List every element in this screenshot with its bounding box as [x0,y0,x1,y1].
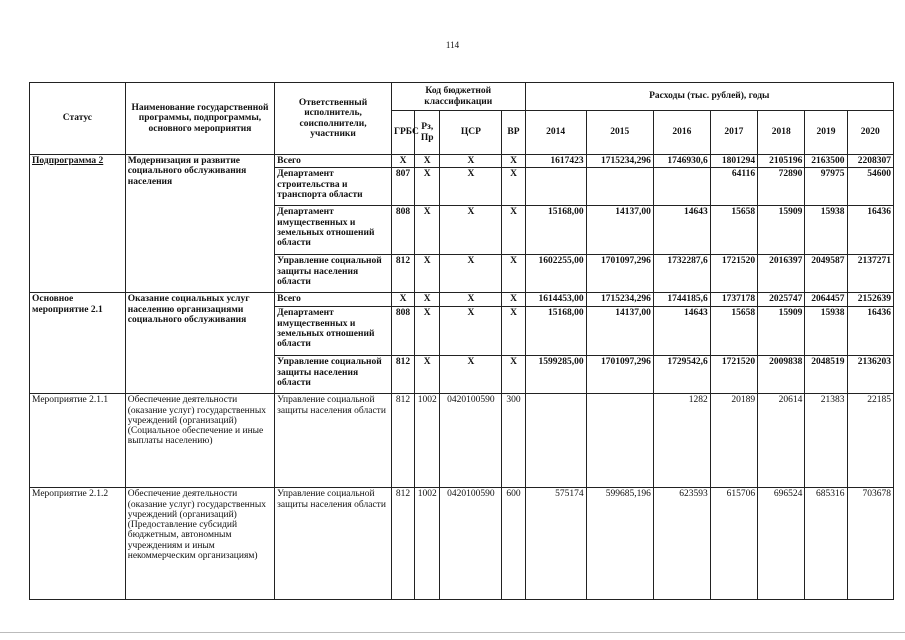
csr-cell: Х [440,255,502,293]
header-vr: ВР [502,111,525,155]
value-cell: 1602255,00 [525,255,586,293]
csr-cell: Х [440,155,502,168]
grbs-cell: 812 [391,488,414,600]
header-rzpr: Рз, Пр [415,111,440,155]
csr-cell: Х [440,356,502,394]
value-cell: 2025747 [758,293,805,307]
value-cell: 15658 [710,206,757,255]
value-cell: 2137271 [847,255,894,293]
value-cell: 615706 [710,488,757,600]
status-cell: Мероприятие 2.1.2 [30,488,126,600]
header-program-name: Наименование государственной программы, подпрограммы, основного мероприятия [125,83,274,155]
value-cell: 1737178 [710,293,757,307]
vr-cell: Х [502,155,525,168]
vr-cell: Х [502,307,525,356]
value-cell: 15909 [758,307,805,356]
program-name-cell: Обеспечение деятельности (оказание услуг) государственных учреждений (организаций) (Социальное обеспечение и иные выплаты населению) [125,394,274,488]
header-executor: Ответственный исполнитель, соисполнители, участники [275,83,392,155]
executor-cell: Управление социальной защиты населения области [275,488,392,600]
csr-cell: 0420100590 [440,488,502,600]
grbs-cell: Х [391,293,414,307]
vr-cell: Х [502,168,525,206]
value-cell: 22185 [847,394,894,488]
value-cell [586,168,653,206]
value-cell: 1617423 [525,155,586,168]
header-year: 2015 [586,111,653,155]
header-grbs: ГРБС [391,111,414,155]
grbs-cell: Х [391,155,414,168]
value-cell: 15658 [710,307,757,356]
value-cell: 15909 [758,206,805,255]
grbs-cell: 808 [391,206,414,255]
value-cell: 2016397 [758,255,805,293]
value-cell [525,168,586,206]
csr-cell: Х [440,168,502,206]
grbs-cell: 812 [391,255,414,293]
header-year: 2018 [758,111,805,155]
value-cell: 2048519 [805,356,847,394]
scan-edge-divider [0,632,905,633]
header-year: 2016 [653,111,710,155]
header-csr: ЦСР [440,111,502,155]
header-year: 2017 [710,111,757,155]
header-expenses: Расходы (тыс. рублей), годы [525,83,893,111]
value-cell: 15168,00 [525,206,586,255]
header-year: 2014 [525,111,586,155]
value-cell: 14643 [653,206,710,255]
value-cell: 2136203 [847,356,894,394]
value-cell: 1614453,00 [525,293,586,307]
grbs-cell: 812 [391,356,414,394]
value-cell: 696524 [758,488,805,600]
value-cell: 16436 [847,206,894,255]
rzpr-cell: Х [415,255,440,293]
executor-cell: Управление социальной защиты населения области [275,255,392,293]
value-cell: 2152639 [847,293,894,307]
value-cell: 20189 [710,394,757,488]
value-cell: 72890 [758,168,805,206]
value-cell: 575174 [525,488,586,600]
value-cell: 1701097,296 [586,356,653,394]
executor-cell: Департамент имущественных и земельных отношений области [275,206,392,255]
executor-cell: Управление социальной защиты населения области [275,394,392,488]
table-row [30,293,894,307]
table-row [30,488,894,600]
header-year: 2019 [805,111,847,155]
value-cell: 2208307 [847,155,894,168]
grbs-cell: 808 [391,307,414,356]
value-cell: 64116 [710,168,757,206]
value-cell: 623593 [653,488,710,600]
program-name-cell: Обеспечение деятельности (оказание услуг) государственных учреждений (организаций) (Предоставление субсидий бюджетным, автономным учреждениям и иным некоммерческим организациям) [125,488,274,600]
rzpr-cell: Х [415,206,440,255]
value-cell: 1721520 [710,356,757,394]
status-cell: Основное мероприятие 2.1 [30,293,126,394]
value-cell: 16436 [847,307,894,356]
rzpr-cell: Х [415,293,440,307]
vr-cell: Х [502,293,525,307]
value-cell: 15938 [805,307,847,356]
value-cell: 1715234,296 [586,155,653,168]
value-cell: 1701097,296 [586,255,653,293]
rzpr-cell: Х [415,168,440,206]
value-cell: 54600 [847,168,894,206]
grbs-cell: 812 [391,394,414,488]
header-year: 2020 [847,111,894,155]
status-cell: Мероприятие 2.1.1 [30,394,126,488]
value-cell: 685316 [805,488,847,600]
value-cell: 14643 [653,307,710,356]
status-cell: Подпрограмма 2 [30,155,126,293]
value-cell: 1732287,6 [653,255,710,293]
value-cell: 2163500 [805,155,847,168]
executor-cell: Управление социальной защиты населения области [275,356,392,394]
vr-cell: Х [502,206,525,255]
budget-table [29,82,894,600]
executor-cell: Департамент имущественных и земельных отношений области [275,307,392,356]
rzpr-cell: Х [415,356,440,394]
value-cell: 15938 [805,206,847,255]
csr-cell: Х [440,307,502,356]
value-cell [653,168,710,206]
value-cell: 20614 [758,394,805,488]
csr-cell: 0420100590 [440,394,502,488]
value-cell: 1715234,296 [586,293,653,307]
table-row [30,394,894,488]
header-budget-code: Код бюджетной классификации [391,83,525,111]
value-cell: 599685,196 [586,488,653,600]
value-cell: 1729542,6 [653,356,710,394]
value-cell: 14137,00 [586,206,653,255]
vr-cell: Х [502,255,525,293]
value-cell: 14137,00 [586,307,653,356]
value-cell: 2105196 [758,155,805,168]
value-cell: 97975 [805,168,847,206]
value-cell: 21383 [805,394,847,488]
value-cell: 1801294 [710,155,757,168]
page-number: 114 [445,40,460,50]
vr-cell: 600 [502,488,525,600]
value-cell: 1721520 [710,255,757,293]
vr-cell: 300 [502,394,525,488]
csr-cell: Х [440,293,502,307]
header-status: Статус [30,83,126,155]
value-cell: 1744185,6 [653,293,710,307]
executor-cell: Департамент строительства и транспорта области [275,168,392,206]
value-cell: 2009838 [758,356,805,394]
rzpr-cell: 1002 [415,394,440,488]
value-cell: 2064457 [805,293,847,307]
rzpr-cell: Х [415,307,440,356]
grbs-cell: 807 [391,168,414,206]
value-cell: 2049587 [805,255,847,293]
rzpr-cell: Х [415,155,440,168]
value-cell: 1599285,00 [525,356,586,394]
csr-cell: Х [440,206,502,255]
rzpr-cell: 1002 [415,488,440,600]
value-cell: 1282 [653,394,710,488]
executor-cell: Всего [275,293,392,307]
table-row [30,155,894,168]
program-name-cell: Оказание социальных услуг населению организациями социального обслуживания [125,293,274,394]
value-cell: 703678 [847,488,894,600]
value-cell [525,394,586,488]
program-name-cell: Модернизация и развитие социального обслуживания населения [125,155,274,293]
executor-cell: Всего [275,155,392,168]
vr-cell: Х [502,356,525,394]
value-cell: 15168,00 [525,307,586,356]
value-cell: 1746930,6 [653,155,710,168]
value-cell [586,394,653,488]
